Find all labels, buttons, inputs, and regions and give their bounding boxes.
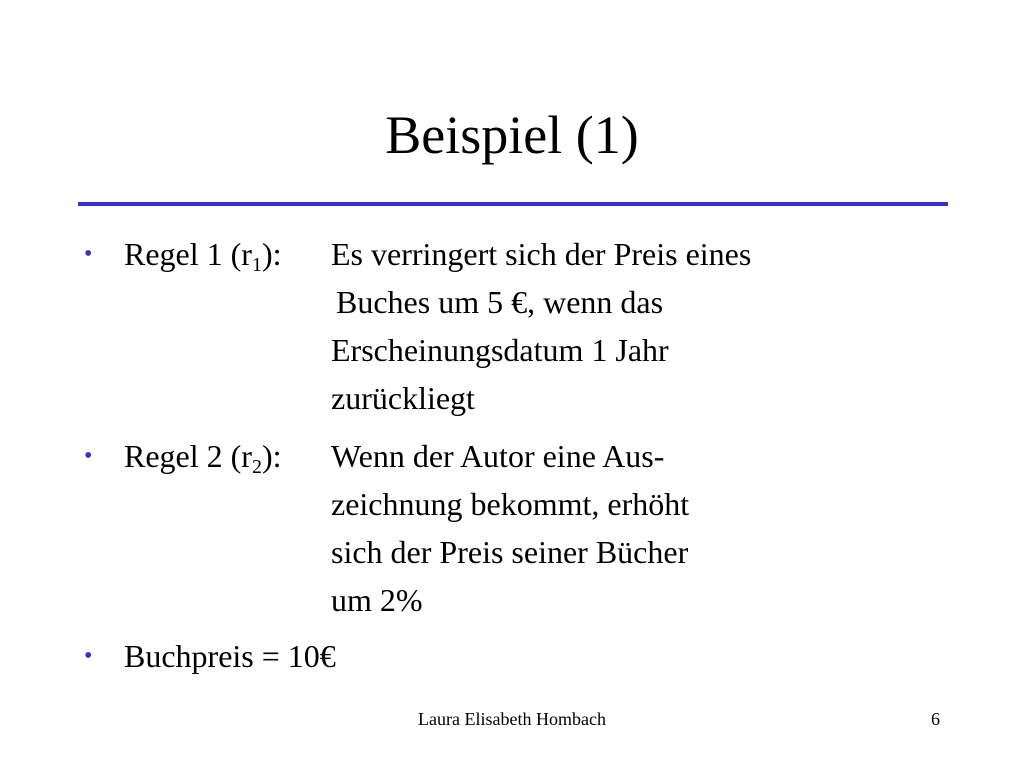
bullet-marker: • (84, 643, 93, 669)
rule-1-subscript: 1 (251, 254, 262, 276)
rule-1-line: Erscheinungsdatum 1 Jahr (331, 332, 669, 368)
rule-2-line: zeichnung bekommt, erhöht (331, 486, 690, 522)
rule-2-subscript: 2 (251, 456, 262, 478)
slide-title: Beispiel (1) (385, 105, 639, 165)
rule-2-line: Wenn der Autor eine Aus- (331, 438, 665, 474)
page-number: 6 (931, 709, 940, 729)
rule-2-line: sich der Preis seiner Bücher (331, 534, 689, 570)
rule-1-label: Regel 1 $(r_1)$: (124, 236, 282, 276)
footer-author: Laura Elisabeth Hombach (418, 709, 606, 729)
rule-1-line: Buches um 5 €, wenn das (336, 284, 664, 320)
rule-1-line: zurückliegt (331, 380, 475, 416)
rule-2-label: Regel 2 $(r_2)$: (124, 438, 282, 478)
rule-1-line: Es verringert sich der Preis eines (331, 236, 752, 272)
rule-2-line: um 2% (331, 582, 423, 618)
bullet-marker: • (84, 241, 93, 267)
bullet-marker: • (84, 443, 93, 469)
book-price-text: Buchpreis = 10€ (124, 638, 336, 674)
title-divider (78, 202, 948, 206)
rule-1-text (331, 230, 751, 422)
rule-2-text (331, 432, 689, 624)
